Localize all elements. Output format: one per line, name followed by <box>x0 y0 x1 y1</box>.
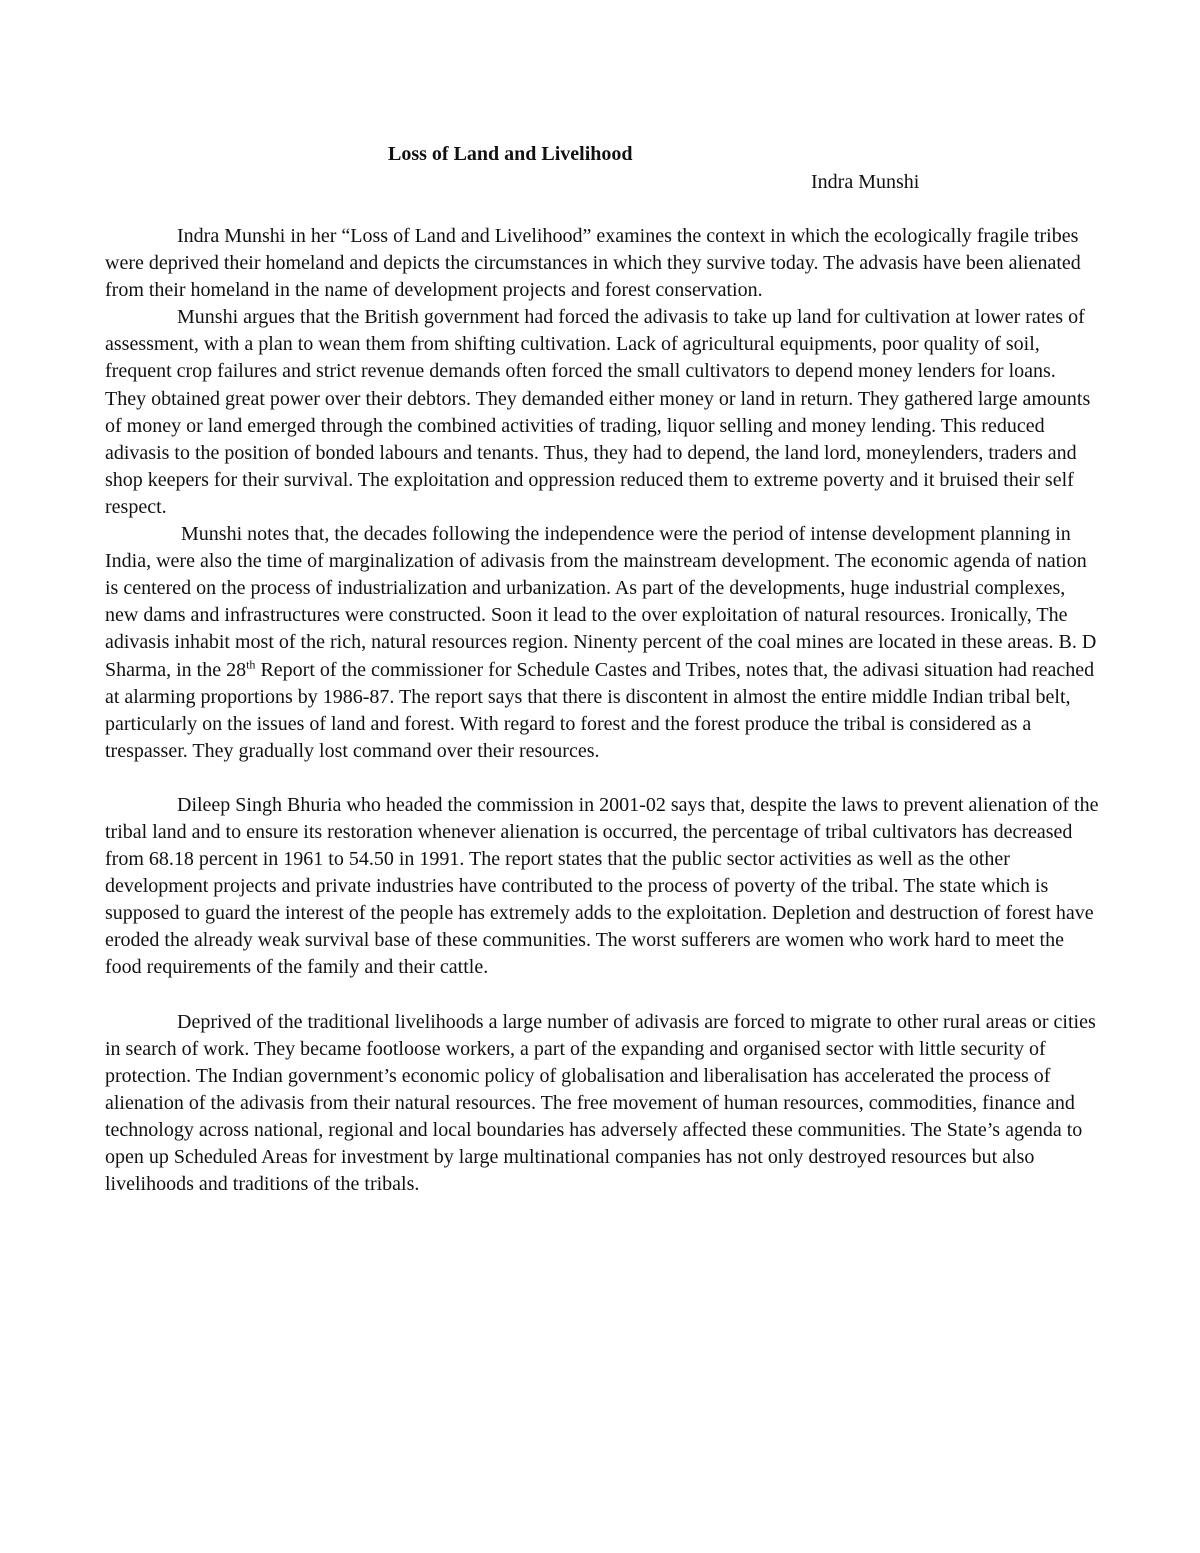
author-name: Indra Munshi <box>811 171 920 193</box>
paragraph-2: Munshi argues that the British government had forced the adivasis to take up land for cultivation at lower rates of assessment, with a plan to wean them from shifting cultivation. Lack of agricultural equipments, poor quality of soil, frequent crop failures and strict revenue demands often forced the small cultivators to depend money lenders for loans. They obtained great power over their debtors. They demanded either money or land in return. They gathered large amounts of money or land emerged through the combined activities of trading, liquor selling and money lending. This reduced adivasis to the position of bonded labours and tenants. Thus, they had to depend, the land lord, moneylenders, traders and shop keepers for their survival. The exploitation and oppression reduced them to extreme poverty and it bruised their self respect. <box>105 306 1091 518</box>
paragraph-3-text-before: Munshi notes that, the decades following the independence were the period of intense development planning in India, were also the time of marginalization of adivasis from the mainstream development. The economic agenda of nation is centered on the process of industrialization and urbanization. As part of the developments, huge industrial complexes, new dams and infrastructures were constructed. Soon it lead to the over exploitation of natural resources. Ironically, The adivasis inhabit most of the rich, natural resources region. Ninenty percent of the coal mines are located in these areas. B. D Sharma, in the 28 <box>105 523 1097 681</box>
paragraph-3-text-after: Report of the commissioner for Schedule Castes and Tribes, notes that, the adivasi situation had reached at alarming proportions by 1986-87. The report says that there is discontent in almost the entire middle Indian tribal belt, particularly on the issues of land and forest. With regard to forest and the forest produce the tribal is considered as a trespasser. They gradually lost command over their resources. <box>105 658 1095 762</box>
document-title: Loss of Land and Livelihood <box>388 143 633 165</box>
document-body <box>105 223 1100 1198</box>
paragraph-3 <box>105 521 1100 765</box>
paragraph-4: Dileep Singh Bhuria who headed the commission in 2001-02 says that, despite the laws to prevent alienation of the tribal land and to ensure its restoration whenever alienation is occurred, the percentage of tribal cultivators has decreased from 68.18 percent in 1961 to 54.50 in 1991. The report states that the public sector activities as well as the other development projects and private industries have contributed to the process of poverty of the tribal. The state which is supposed to guard the interest of the people has extremely adds to the exploitation. Depletion and destruction of forest have eroded the already weak survival base of these communities. The worst sufferers are women who work hard to meet the food requirements of the family and their cattle. <box>105 793 1099 979</box>
ordinal-superscript: th <box>246 656 256 671</box>
paragraph-5: Deprived of the traditional livelihoods a large number of adivasis are forced to migrate to other rural areas or cities in search of work. They became footloose workers, a part of the expanding and organised sector with little security of protection. The Indian government’s economic policy of globalisation and liberalisation has accelerated the process of alienation of the adivasis from their natural resources. The free movement of human resources, commodities, finance and technology across national, regional and local boundaries has adversely affected these communities. The State’s agenda to open up Scheduled Areas for investment by large multinational companies has not only destroyed resources but also livelihoods and traditions of the tribals. <box>105 1010 1096 1196</box>
paragraph-1: Indra Munshi in her “Loss of Land and Livelihood” examines the context in which the ecologically fragile tribes were deprived their homeland and depicts the circumstances in which they survive today. The advasis have been alienated from their homeland in the name of development projects and forest conservation. <box>105 225 1081 302</box>
